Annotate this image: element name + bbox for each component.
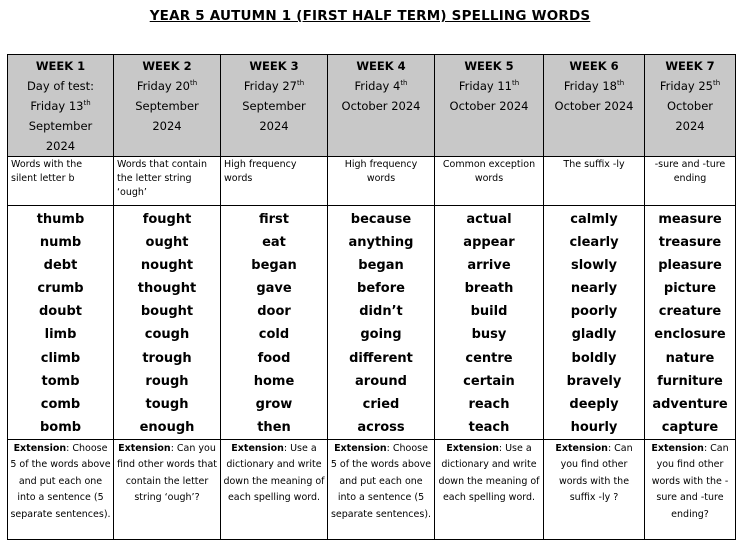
spelling-word: rough (145, 373, 189, 389)
week-label: WEEK 6 (569, 59, 619, 73)
spelling-word: picture (663, 281, 717, 297)
spelling-word: numb (39, 235, 82, 251)
extension-label: Extension (334, 443, 387, 454)
spelling-word: then (257, 419, 291, 435)
spelling-word: boldly (571, 350, 617, 366)
description-cell: -sure and -ture ending (645, 157, 736, 206)
spelling-word: enough (139, 419, 195, 435)
date-text: Day of test: (26, 79, 95, 93)
spelling-word: furniture (657, 373, 723, 389)
date-line (8, 96, 113, 116)
word-list-cell (645, 206, 736, 440)
extension-text: : Choose 5 of the words above and put each one into a sentence (5 separate sentences). (10, 443, 111, 520)
spelling-word: pleasure (658, 258, 722, 274)
extension-text: : Can you find other words with the - sure and -ture ending? (651, 443, 729, 520)
spelling-word: limb (44, 327, 77, 343)
week-label: WEEK 4 (356, 59, 406, 73)
spelling-word: around (355, 373, 407, 389)
date-text: Friday 25 (659, 79, 713, 93)
date-text: October (666, 99, 714, 113)
description-cell: High frequency words (221, 157, 328, 206)
spelling-word: clearly (569, 235, 619, 251)
date-line (8, 136, 113, 156)
week-header-cell (435, 55, 544, 157)
spelling-word: creature (658, 304, 722, 320)
spelling-word: centre (465, 350, 513, 366)
date-text: Friday 13 (30, 99, 84, 113)
word-list-cell (544, 206, 645, 440)
spelling-word: trough (142, 350, 192, 366)
description-row (8, 157, 736, 206)
date-line (221, 96, 327, 116)
words-row (8, 206, 736, 440)
week-header-cell (328, 55, 435, 157)
week-label: WEEK 3 (249, 59, 299, 73)
spelling-word: treasure (658, 235, 722, 251)
extension-cell (221, 440, 328, 540)
extension-cell (544, 440, 645, 540)
spelling-word: hourly (570, 419, 618, 435)
spelling-word: nature (665, 350, 715, 366)
week-label: WEEK 2 (142, 59, 192, 73)
spelling-word: began (251, 258, 297, 274)
date-ordinal: th (296, 79, 305, 87)
spelling-word: breath (464, 281, 514, 297)
spelling-word: gave (256, 281, 292, 297)
word-list-cell (435, 206, 544, 440)
spelling-word: different (349, 350, 413, 366)
date-text: September (28, 119, 93, 133)
date-line (221, 116, 327, 136)
header-row (8, 55, 736, 157)
week-header-cell (221, 55, 328, 157)
date-line (114, 76, 220, 96)
date-line (645, 96, 735, 116)
spelling-word: didn’t (359, 304, 403, 320)
date-text: September (242, 99, 306, 113)
extension-text: : Choose 5 of the words above and put each one into a sentence (5 separate sentences). (330, 443, 432, 520)
date-text: Friday 18 (563, 79, 617, 93)
extension-label: Extension (13, 443, 67, 454)
date-text: October 2024 (554, 99, 634, 113)
spelling-word: cried (362, 396, 400, 412)
spelling-word: bomb (39, 419, 82, 435)
date-ordinal: th (616, 79, 625, 87)
date-line (114, 116, 220, 136)
spelling-word: cold (258, 327, 290, 343)
spelling-word: cough (144, 327, 190, 343)
spelling-word: debt (43, 258, 78, 274)
spelling-word: before (357, 281, 405, 297)
date-line (328, 96, 434, 116)
spelling-word: reach (468, 396, 510, 412)
date-line (8, 76, 113, 96)
spelling-word: climb (40, 350, 81, 366)
date-text: 2024 (259, 119, 289, 133)
date-text: September (135, 99, 199, 113)
spelling-word: because (350, 212, 412, 227)
spelling-word: certain (463, 373, 515, 389)
spelling-word: bought (140, 304, 194, 320)
extension-text: : Can you find other words with the suffix -ly ? (558, 443, 633, 504)
spelling-word: thumb (36, 212, 85, 227)
week-header-cell (645, 55, 736, 157)
extension-cell (328, 440, 435, 540)
date-ordinal: th (83, 99, 91, 107)
date-ordinal: th (712, 79, 721, 87)
week-header-cell (8, 55, 114, 157)
date-line (114, 96, 220, 116)
description-cell: Words that contain the letter string ‘ough’ (114, 157, 221, 206)
spelling-word: busy (471, 327, 507, 343)
spelling-word: thought (137, 281, 197, 297)
spelling-word: calmly (570, 212, 618, 227)
word-list-cell (221, 206, 328, 440)
spelling-word: measure (658, 212, 722, 227)
extension-text: : Can you find other words that contain the letter string ‘ough’? (117, 443, 217, 504)
spelling-word: arrive (467, 258, 511, 274)
spelling-word: doubt (38, 304, 82, 320)
spelling-word: teach (468, 419, 510, 435)
spelling-word: going (360, 327, 402, 343)
description-cell: The suffix -ly (544, 157, 645, 206)
spelling-word: anything (348, 235, 414, 251)
word-list-cell (114, 206, 221, 440)
date-ordinal: th (189, 79, 198, 87)
week-header-cell (114, 55, 221, 157)
spelling-table (7, 54, 736, 540)
spelling-word: tomb (41, 373, 80, 389)
date-text: October 2024 (341, 99, 421, 113)
spelling-word: eat (262, 235, 286, 251)
spelling-word: appear (463, 235, 515, 251)
extension-cell (645, 440, 736, 540)
date-ordinal: th (511, 79, 520, 87)
spelling-word: build (470, 304, 508, 320)
date-text: Friday 27 (243, 79, 297, 93)
date-line (8, 116, 113, 136)
date-line (645, 116, 735, 136)
date-line (544, 96, 644, 116)
date-text: Friday 11 (458, 79, 512, 93)
date-line (221, 76, 327, 96)
spelling-word: began (358, 258, 404, 274)
extension-cell (8, 440, 114, 540)
extension-cell (435, 440, 544, 540)
spelling-word: home (253, 373, 295, 389)
extension-label: Extension (118, 443, 171, 454)
spelling-word: poorly (570, 304, 618, 320)
week-label: WEEK 7 (665, 59, 715, 73)
date-line (328, 76, 434, 96)
spelling-word: enclosure (654, 327, 726, 343)
date-text: 2024 (152, 119, 182, 133)
date-text: Friday 4 (354, 79, 401, 93)
spelling-word: comb (40, 396, 81, 412)
spelling-word: slowly (570, 258, 618, 274)
description-cell: Common exception words (435, 157, 544, 206)
spelling-word: first (259, 212, 289, 227)
date-line (435, 96, 543, 116)
spelling-word: actual (466, 212, 512, 227)
spelling-word: fought (142, 212, 192, 227)
extension-text: : Use a dictionary and write down the meaning of each spelling word. (438, 443, 540, 504)
extension-row (8, 440, 736, 540)
spelling-word: nought (140, 258, 194, 274)
spelling-word: across (357, 419, 405, 435)
spelling-word: door (257, 304, 291, 320)
extension-text: : Use a dictionary and write down the meaning of each spelling word. (223, 443, 325, 504)
spelling-word: ought (145, 235, 189, 251)
spelling-word: gladly (571, 327, 617, 343)
date-line (645, 76, 735, 96)
extension-label: Extension (651, 443, 704, 454)
word-list-cell (328, 206, 435, 440)
spelling-word: grow (255, 396, 293, 412)
date-line (544, 76, 644, 96)
description-cell: High frequency words (328, 157, 435, 206)
spelling-word: food (257, 350, 291, 366)
extension-label: Extension (446, 443, 499, 454)
spelling-word: adventure (652, 396, 728, 412)
spelling-word: bravely (566, 373, 622, 389)
spelling-word: deeply (569, 396, 619, 412)
week-label: WEEK 1 (35, 59, 86, 73)
extension-label: Extension (231, 443, 284, 454)
week-label: WEEK 5 (464, 59, 514, 73)
week-header-cell (544, 55, 645, 157)
date-text: October 2024 (449, 99, 529, 113)
description-cell: Words with the silent letter b (8, 157, 114, 206)
date-text: 2024 (45, 139, 76, 153)
date-text: 2024 (675, 119, 705, 133)
spelling-word: capture (661, 419, 719, 435)
date-text: Friday 20 (136, 79, 190, 93)
date-ordinal: th (400, 79, 408, 87)
extension-cell (114, 440, 221, 540)
spelling-word: tough (145, 396, 189, 412)
extension-label: Extension (555, 443, 608, 454)
spelling-word: crumb (37, 281, 84, 297)
page-title: YEAR 5 AUTUMN 1 (FIRST HALF TERM) SPELLING WORDS (149, 8, 591, 24)
word-list-cell (8, 206, 114, 440)
date-line (435, 76, 543, 96)
spelling-word: nearly (570, 281, 618, 297)
